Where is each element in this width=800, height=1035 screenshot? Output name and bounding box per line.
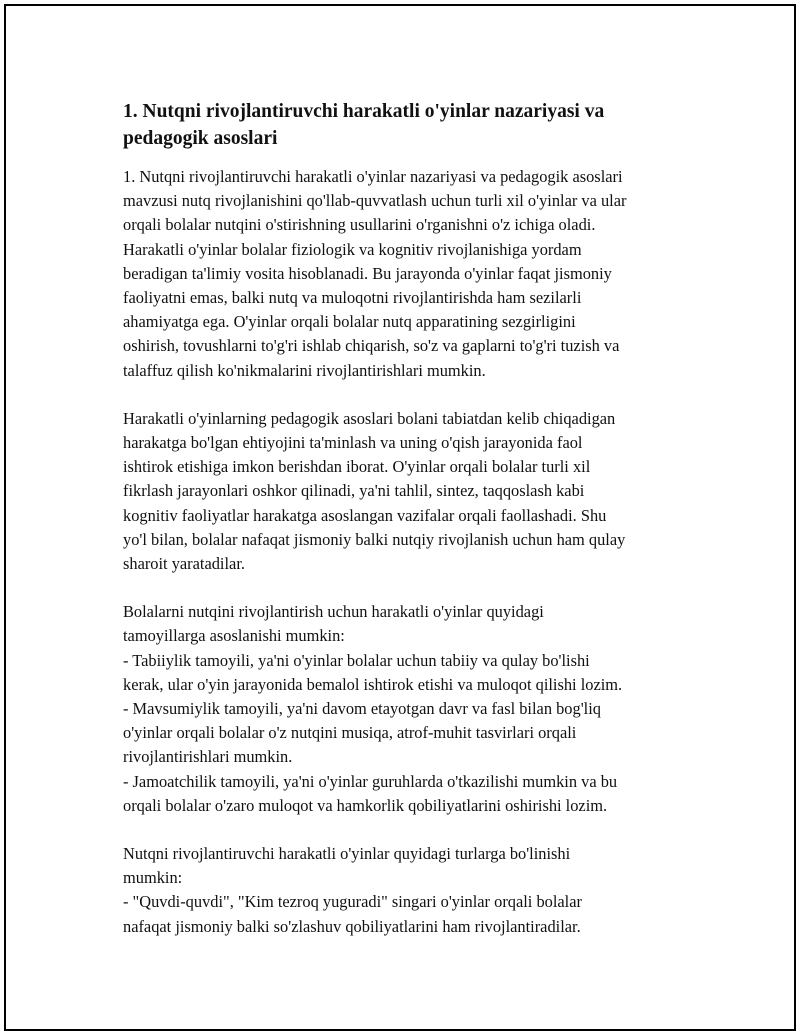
- text-line: mumkin:: [123, 868, 183, 888]
- text-line: orqali bolalar nutqini o'stirishning usullarini o'rganishni o'z ichiga oladi.: [123, 215, 596, 235]
- list-item-line: o'yinlar orqali bolalar o'z nutqini musiqa, atrof-muhit tasvirlari orqali: [123, 723, 577, 743]
- text-line: fikrlash jarayonlari oshkor qilinadi, ya'ni tahlil, sintez, taqqoslash kabi: [123, 481, 585, 501]
- paragraph-intro: [123, 165, 693, 383]
- paragraph-principles: [123, 600, 693, 818]
- text-line: kognitiv faoliyatlar harakatga asoslangan vazifalar orqali faollashadi. Shu: [123, 505, 607, 525]
- text-line: faoliyatni emas, balki nutq va muloqotni rivojlantirishda ham sezilarli: [123, 288, 582, 308]
- text-line: ahamiyatga ega. O'yinlar orqali bolalar nutq apparatining sezgirligini: [123, 312, 576, 332]
- list-item-line: kerak, ular o'yin jarayonida bemalol ishtirok etishi va muloqot qilishi lozim.: [123, 674, 623, 694]
- section-heading: [123, 98, 693, 152]
- text-line: ishtirok etishiga imkon berishdan iborat. O'yinlar orqali bolalar turli xil: [123, 457, 591, 477]
- text-line: Harakatli o'yinlar bolalar fiziologik va kognitiv rivojlanishiga yordam: [123, 239, 582, 259]
- list-item-line: - Jamoatchilik tamoyili, ya'ni o'yinlar guruhlarda o'tkazilishi mumkin va bu: [123, 771, 618, 791]
- text-line: 1. Nutqni rivojlantiruvchi harakatli o'yinlar nazariyasi va pedagogik asoslari: [123, 167, 623, 186]
- list-item-line: rivojlantirishlari mumkin.: [123, 747, 293, 767]
- text-line: Harakatli o'yinlarning pedagogik asoslari bolani tabiatdan kelib chiqadigan: [123, 408, 616, 428]
- text-line: Bolalarni nutqini rivojlantirish uchun harakatli o'yinlar quyidagi: [123, 602, 544, 622]
- heading-line: 1. Nutqni rivojlantiruvchi harakatli o'yinlar nazariyasi va: [123, 101, 605, 122]
- text-line: oshirish, tovushlarni to'g'ri ishlab chiqarish, so'z va gaplarni to'g'ri tuzish va: [123, 336, 620, 356]
- list-item-line: orqali bolalar o'zaro muloqot va hamkorlik qobiliyatlarini oshirishi lozim.: [123, 795, 608, 815]
- list-item-line: - "Quvdi-quvdi", "Kim tezroq yuguradi" singari o'yinlar orqali bolalar: [123, 892, 582, 912]
- paragraph-game-types: [123, 842, 693, 939]
- page-frame: [4, 4, 796, 1031]
- text-line: sharoit yaratadilar.: [123, 554, 245, 574]
- heading-line: pedagogik asoslari: [123, 128, 278, 149]
- text-line: tamoyillarga asoslanishi mumkin:: [123, 626, 345, 646]
- text-line: mavzusi nutq rivojlanishini qo'llab-quvvatlash uchun turli xil o'yinlar va ular: [123, 191, 627, 211]
- list-item-line: - Tabiiylik tamoyili, ya'ni o'yinlar bolalar uchun tabiiy va qulay bo'lishi: [123, 650, 590, 670]
- text-line: yo'l bilan, bolalar nafaqat jismoniy balki nutqiy rivojlanish uchun ham qulay: [123, 529, 626, 549]
- text-line: harakatga bo'lgan ehtiyojini ta'minlash va uning o'qish jarayonida faol: [123, 433, 583, 453]
- text-line: talaffuz qilish ko'nikmalarini rivojlantirishlari mumkin.: [123, 360, 486, 380]
- document-body: [123, 98, 693, 963]
- paragraph-pedagogical-basis: [123, 407, 693, 576]
- text-line: Nutqni rivojlantiruvchi harakatli o'yinlar quyidagi turlarga bo'linishi: [123, 844, 571, 864]
- list-item-line: nafaqat jismoniy balki so'zlashuv qobiliyatlarini ham rivojlantiradilar.: [123, 916, 581, 936]
- text-line: beradigan ta'limiy vosita hisoblanadi. Bu jarayonda o'yinlar faqat jismoniy: [123, 263, 612, 283]
- list-item-line: - Mavsumiylik tamoyili, ya'ni davom etayotgan davr va fasl bilan bog'liq: [123, 699, 601, 719]
